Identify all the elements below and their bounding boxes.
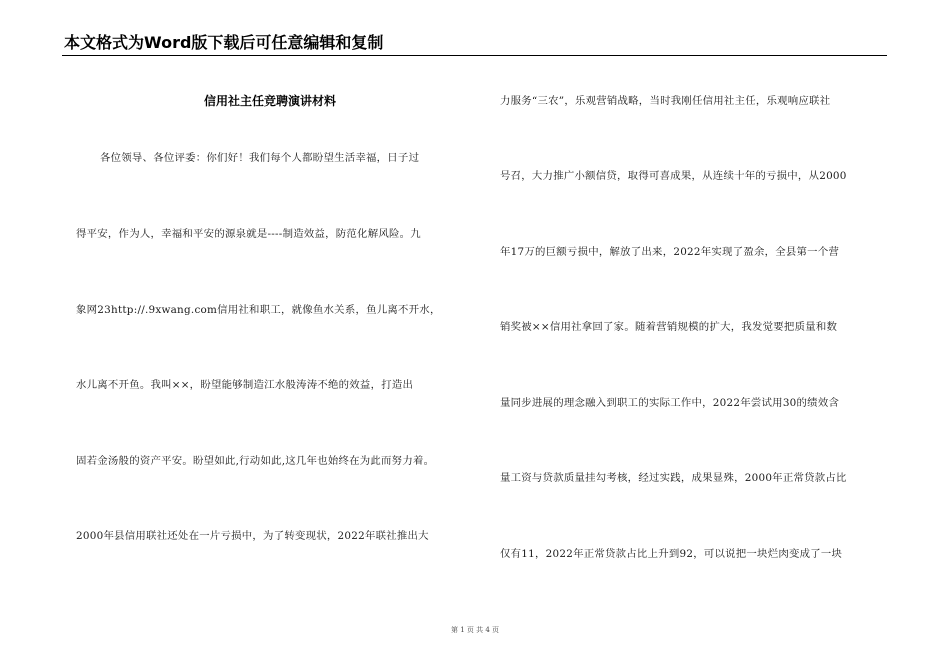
right-line-7: 仅有11，2022年正常贷款占比上升到92，可以说把一块烂肉变成了一块 — [500, 548, 843, 560]
right-line-5: 量同步进展的理念融入到职工的实际工作中，2022年尝试用30的绩效含 — [500, 397, 840, 409]
left-line-4: 水儿离不开鱼。我叫××，盼望能够制造江水般涛涛不绝的效益，打造出 — [76, 379, 414, 391]
right-line-6: 量工资与贷款质量挂勾考核，经过实践，成果显殊，2000年正常贷款占比 — [500, 472, 847, 484]
left-line-5: 固若金汤般的资产平安。盼望如此,行动如此,这几年也始终在为此而努力着。 — [76, 455, 435, 467]
header-divider — [62, 55, 887, 56]
left-line-1: 各位领导、各位评委：你们好！我们每个人都盼望生活幸福，日子过 — [100, 152, 420, 164]
document-title: 信用社主任竞聘演讲材料 — [203, 94, 336, 108]
left-line-2: 得平安，作为人，幸福和平安的源泉就是----制造效益，防范化解风险。九 — [76, 228, 421, 240]
left-line-3: 象网23http://.9xwang.com信用社和职工，就像鱼水关系，鱼儿离不开水， — [76, 304, 441, 316]
left-line-6: 2000年县信用联社还处在一片亏损中，为了转变现状，2022年联社推出大 — [76, 530, 429, 542]
page-number: 第 1 页 共 4 页 — [450, 626, 500, 634]
right-line-2: 号召，大力推广小额信贷，取得可喜成果，从连续十年的亏损中，从2000 — [500, 170, 847, 182]
right-line-3: 年17万的巨额亏损中，解放了出来，2022年实现了盈余，全县第一个营 — [500, 246, 840, 258]
document-banner: 本文格式为Word版下载后可任意编辑和复制 — [64, 33, 384, 52]
right-line-4: 销奖被××信用社拿回了家。随着营销规模的扩大，我发觉要把质量和数 — [500, 321, 838, 333]
right-line-1: 力服务“三农”，乐观营销战略，当时我刚任信用社主任，乐观响应联社 — [500, 95, 831, 107]
